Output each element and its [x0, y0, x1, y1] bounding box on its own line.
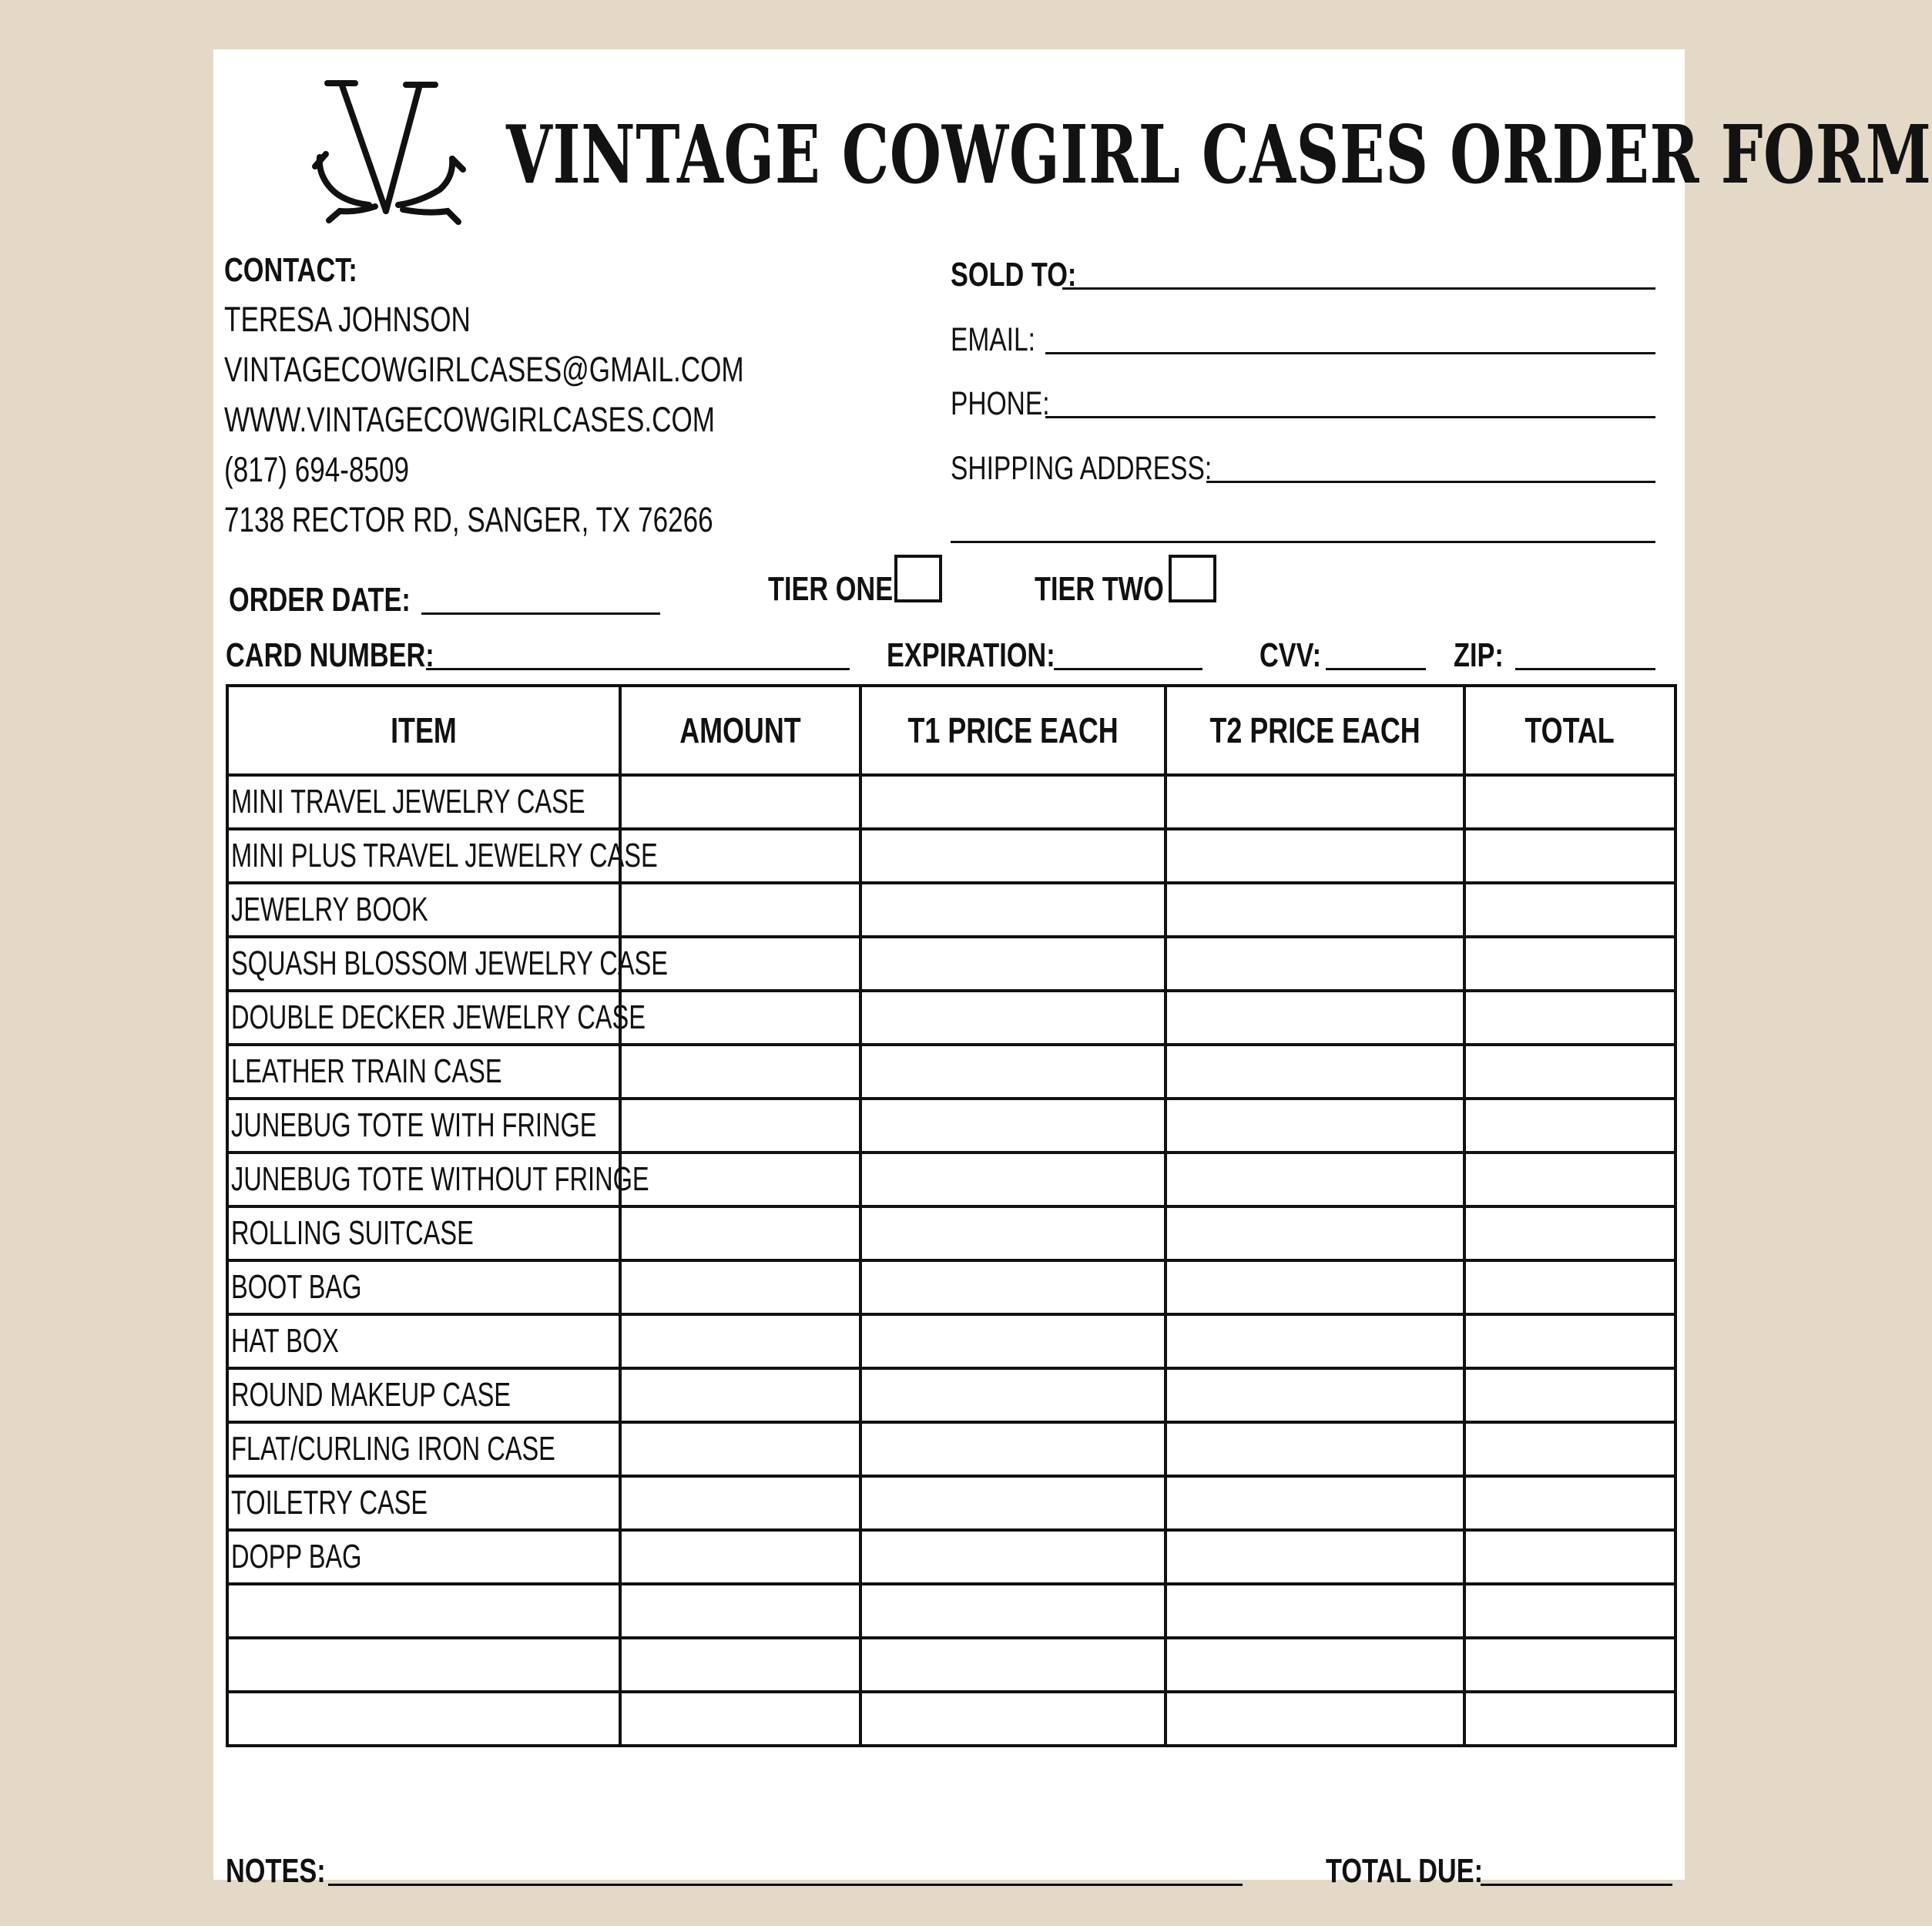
total-cell[interactable] [1464, 991, 1675, 1045]
total-cell[interactable] [1464, 937, 1675, 991]
t2-price-cell[interactable] [1166, 1476, 1464, 1530]
amount-cell[interactable] [620, 1368, 860, 1422]
total-due-label: TOTAL DUE: [1326, 1852, 1484, 1890]
sold-to-line [1062, 287, 1655, 290]
phone-field[interactable] [951, 374, 1655, 428]
t1-price-cell[interactable] [860, 1530, 1166, 1584]
item-name-cell [227, 1638, 620, 1692]
item-name: DOPP BAG [230, 1538, 362, 1575]
item-name: FLAT/CURLING IRON CASE [230, 1430, 555, 1468]
column-header-t2-price: T2 PRICE EACH [1166, 686, 1464, 775]
shipping-address-field[interactable] [951, 438, 1655, 492]
t1-price-cell[interactable] [860, 1314, 1166, 1368]
item-name: JUNEBUG TOTE WITHOUT FRINGE [230, 1160, 649, 1198]
item-name-cell [227, 883, 620, 937]
shipping-address-line2-rule [951, 541, 1655, 543]
table-row [227, 1530, 1675, 1584]
total-cell[interactable] [1464, 1692, 1675, 1746]
t2-price-cell[interactable] [1166, 1530, 1464, 1584]
t1-price-cell[interactable] [860, 1476, 1166, 1530]
order-date-line [421, 612, 660, 615]
expiration-field[interactable] [887, 626, 1202, 679]
t2-price-cell[interactable] [1166, 991, 1464, 1045]
zip-line [1515, 668, 1655, 670]
t2-price-cell[interactable] [1166, 1206, 1464, 1260]
order-date-field[interactable] [229, 570, 660, 624]
form-title: VINTAGE COWGIRL CASES ORDER FORM [506, 107, 1932, 202]
item-name-cell [227, 1368, 620, 1422]
contact-details [224, 294, 744, 545]
t1-price-cell[interactable] [860, 1260, 1166, 1314]
item-name-cell [227, 1584, 620, 1638]
amount-cell[interactable] [620, 1584, 860, 1638]
amount-cell[interactable] [620, 1638, 860, 1692]
item-name: JUNEBUG TOTE WITH FRINGE [230, 1106, 597, 1144]
total-cell[interactable] [1464, 1153, 1675, 1206]
amount-cell[interactable] [620, 883, 860, 937]
total-cell[interactable] [1464, 1045, 1675, 1099]
item-name: DOUBLE DECKER JEWELRY CASE [230, 998, 646, 1036]
item-name: ROLLING SUITCASE [230, 1214, 474, 1252]
amount-cell[interactable] [620, 1153, 860, 1206]
contact-phone: (817) 694-8509 [224, 450, 410, 489]
notes-field[interactable] [226, 1841, 1243, 1895]
amount-cell[interactable] [620, 991, 860, 1045]
item-name: MINI TRAVEL JEWELRY CASE [230, 783, 585, 820]
t2-price-cell[interactable] [1166, 1368, 1464, 1422]
t2-price-cell[interactable] [1166, 775, 1464, 829]
email-field[interactable] [951, 310, 1655, 364]
item-name-cell [227, 1153, 649, 1206]
table-row [227, 1045, 1675, 1099]
t1-price-cell[interactable] [860, 1153, 1166, 1206]
contact-label: CONTACT: [224, 251, 357, 289]
item-name: BOOT BAG [230, 1268, 362, 1306]
t1-price-cell[interactable] [860, 1584, 1166, 1638]
t1-price-cell[interactable] [860, 1422, 1166, 1476]
t2-price-cell[interactable] [1166, 937, 1464, 991]
order-items-table [226, 684, 1677, 1747]
item-name: LEATHER TRAIN CASE [230, 1052, 502, 1090]
item-name-cell [227, 1206, 620, 1260]
amount-cell[interactable] [620, 1422, 860, 1476]
vc-brand-logo-icon [312, 74, 466, 236]
item-name-cell [227, 775, 620, 829]
table-row [227, 1314, 1675, 1368]
total-cell[interactable] [1464, 1422, 1675, 1476]
table-header-row [227, 686, 1675, 775]
card-number-field[interactable] [226, 626, 850, 679]
t1-price-cell[interactable] [860, 775, 1166, 829]
t1-price-cell[interactable] [860, 883, 1166, 937]
table-row [227, 991, 1675, 1045]
total-cell[interactable] [1464, 1584, 1675, 1638]
order-date-label: ORDER DATE: [229, 581, 411, 619]
t1-price-cell[interactable] [860, 1638, 1166, 1692]
item-name: ROUND MAKEUP CASE [230, 1376, 512, 1414]
t2-price-cell[interactable] [1166, 883, 1464, 937]
item-name-cell [227, 1099, 620, 1153]
table-row [227, 1260, 1675, 1314]
cvv-line [1326, 668, 1426, 670]
item-name-cell [227, 937, 668, 991]
amount-cell[interactable] [620, 1314, 860, 1368]
table-row [227, 1368, 1675, 1422]
t1-price-cell[interactable] [860, 1368, 1166, 1422]
item-name: MINI PLUS TRAVEL JEWELRY CASE [230, 837, 658, 874]
phone-label: PHONE: [951, 385, 1050, 422]
shipping-address-line-2[interactable] [951, 498, 1655, 552]
item-name: TOILETRY CASE [230, 1484, 428, 1522]
total-cell[interactable] [1464, 1530, 1675, 1584]
t1-price-cell[interactable] [860, 829, 1166, 883]
item-name-cell [227, 1260, 620, 1314]
zip-label: ZIP: [1454, 636, 1504, 674]
email-label: EMAIL: [951, 321, 1035, 358]
amount-cell[interactable] [620, 1206, 860, 1260]
tier-two-label: TIER TWO [1035, 570, 1164, 608]
item-name-cell [227, 1045, 620, 1099]
tier-one-checkbox[interactable] [894, 555, 942, 602]
t1-price-cell[interactable] [860, 1692, 1166, 1746]
total-cell[interactable] [1464, 829, 1675, 883]
cvv-label: CVV: [1259, 636, 1322, 674]
amount-cell[interactable] [620, 1692, 860, 1746]
item-name-cell [227, 1476, 620, 1530]
column-header-total: TOTAL [1464, 686, 1675, 775]
item-name: SQUASH BLOSSOM JEWELRY CASE [230, 945, 668, 982]
card-number-label: CARD NUMBER: [226, 636, 434, 674]
t2-price-cell[interactable] [1166, 1045, 1464, 1099]
amount-cell[interactable] [620, 1530, 860, 1584]
sold-to-label: SOLD TO: [951, 256, 1077, 294]
total-due-line [1481, 1884, 1672, 1886]
total-cell[interactable] [1464, 1206, 1675, 1260]
table-row [227, 1638, 1675, 1692]
total-cell[interactable] [1464, 1476, 1675, 1530]
contact-address: 7138 RECTOR RD, SANGER, TX 76266 [224, 500, 713, 539]
t1-price-cell[interactable] [860, 1099, 1166, 1153]
column-header-amount: AMOUNT [620, 686, 860, 775]
amount-cell[interactable] [620, 1476, 860, 1530]
item-name-cell [227, 1692, 620, 1746]
total-cell[interactable] [1464, 1314, 1675, 1368]
table-body [227, 775, 1675, 1746]
t2-price-cell[interactable] [1166, 1314, 1464, 1368]
total-cell[interactable] [1464, 1368, 1675, 1422]
t1-price-cell[interactable] [860, 1045, 1166, 1099]
notes-line [328, 1884, 1243, 1886]
zip-field[interactable] [1454, 626, 1655, 679]
tier-one-label: TIER ONE [768, 570, 894, 608]
item-name-cell [227, 829, 658, 883]
total-due-field[interactable] [1326, 1841, 1672, 1895]
shipping-address-line [1206, 481, 1655, 483]
table-row [227, 1099, 1675, 1153]
contact-website: WWW.VINTAGECOWGIRLCASES.COM [224, 400, 716, 439]
shipping-address-label: SHIPPING ADDRESS: [951, 450, 1213, 487]
sold-to-field[interactable] [951, 245, 1655, 299]
table-row [227, 829, 1675, 883]
item-name: HAT BOX [230, 1322, 339, 1360]
t2-price-cell[interactable] [1166, 1260, 1464, 1314]
t1-price-cell[interactable] [860, 1206, 1166, 1260]
contact-name: TERESA JOHNSON [224, 300, 471, 339]
table-row [227, 1476, 1675, 1530]
column-header-item: ITEM [227, 686, 620, 775]
table-row [227, 775, 1675, 829]
table-row [227, 883, 1675, 937]
total-cell[interactable] [1464, 1260, 1675, 1314]
total-cell[interactable] [1464, 1638, 1675, 1692]
t2-price-cell[interactable] [1166, 1584, 1464, 1638]
total-cell[interactable] [1464, 775, 1675, 829]
contact-email: VINTAGECOWGIRLCASES@GMAIL.COM [224, 350, 744, 389]
email-line [1045, 352, 1655, 354]
card-number-line [426, 668, 850, 670]
item-name-cell [227, 1422, 620, 1476]
amount-cell[interactable] [620, 1099, 860, 1153]
expiration-line [1054, 668, 1202, 670]
amount-cell[interactable] [620, 1045, 860, 1099]
table-row [227, 1206, 1675, 1260]
total-cell[interactable] [1464, 883, 1675, 937]
table-row [227, 1422, 1675, 1476]
item-name: JEWELRY BOOK [230, 891, 428, 928]
table-row [227, 937, 1675, 991]
expiration-label: EXPIRATION: [887, 636, 1055, 674]
cvv-field[interactable] [1259, 626, 1426, 679]
tier-two-checkbox[interactable] [1169, 555, 1216, 602]
t2-price-cell[interactable] [1166, 1153, 1464, 1206]
item-name-cell [227, 1530, 620, 1584]
t2-price-cell[interactable] [1166, 829, 1464, 883]
t2-price-cell[interactable] [1166, 1692, 1464, 1746]
table-row [227, 1153, 1675, 1206]
t1-price-cell[interactable] [860, 991, 1166, 1045]
notes-label: NOTES: [226, 1852, 326, 1890]
item-name-cell [227, 1314, 620, 1368]
amount-cell[interactable] [620, 1260, 860, 1314]
amount-cell[interactable] [620, 775, 860, 829]
t2-price-cell[interactable] [1166, 1422, 1464, 1476]
item-name-cell [227, 991, 646, 1045]
t2-price-cell[interactable] [1166, 1099, 1464, 1153]
total-cell[interactable] [1464, 1099, 1675, 1153]
t1-price-cell[interactable] [860, 937, 1166, 991]
table-row [227, 1584, 1675, 1638]
column-header-t1-price: T1 PRICE EACH [860, 686, 1166, 775]
phone-line [1045, 416, 1655, 418]
table-row [227, 1692, 1675, 1746]
t2-price-cell[interactable] [1166, 1638, 1464, 1692]
order-form-sheet [213, 49, 1932, 1890]
